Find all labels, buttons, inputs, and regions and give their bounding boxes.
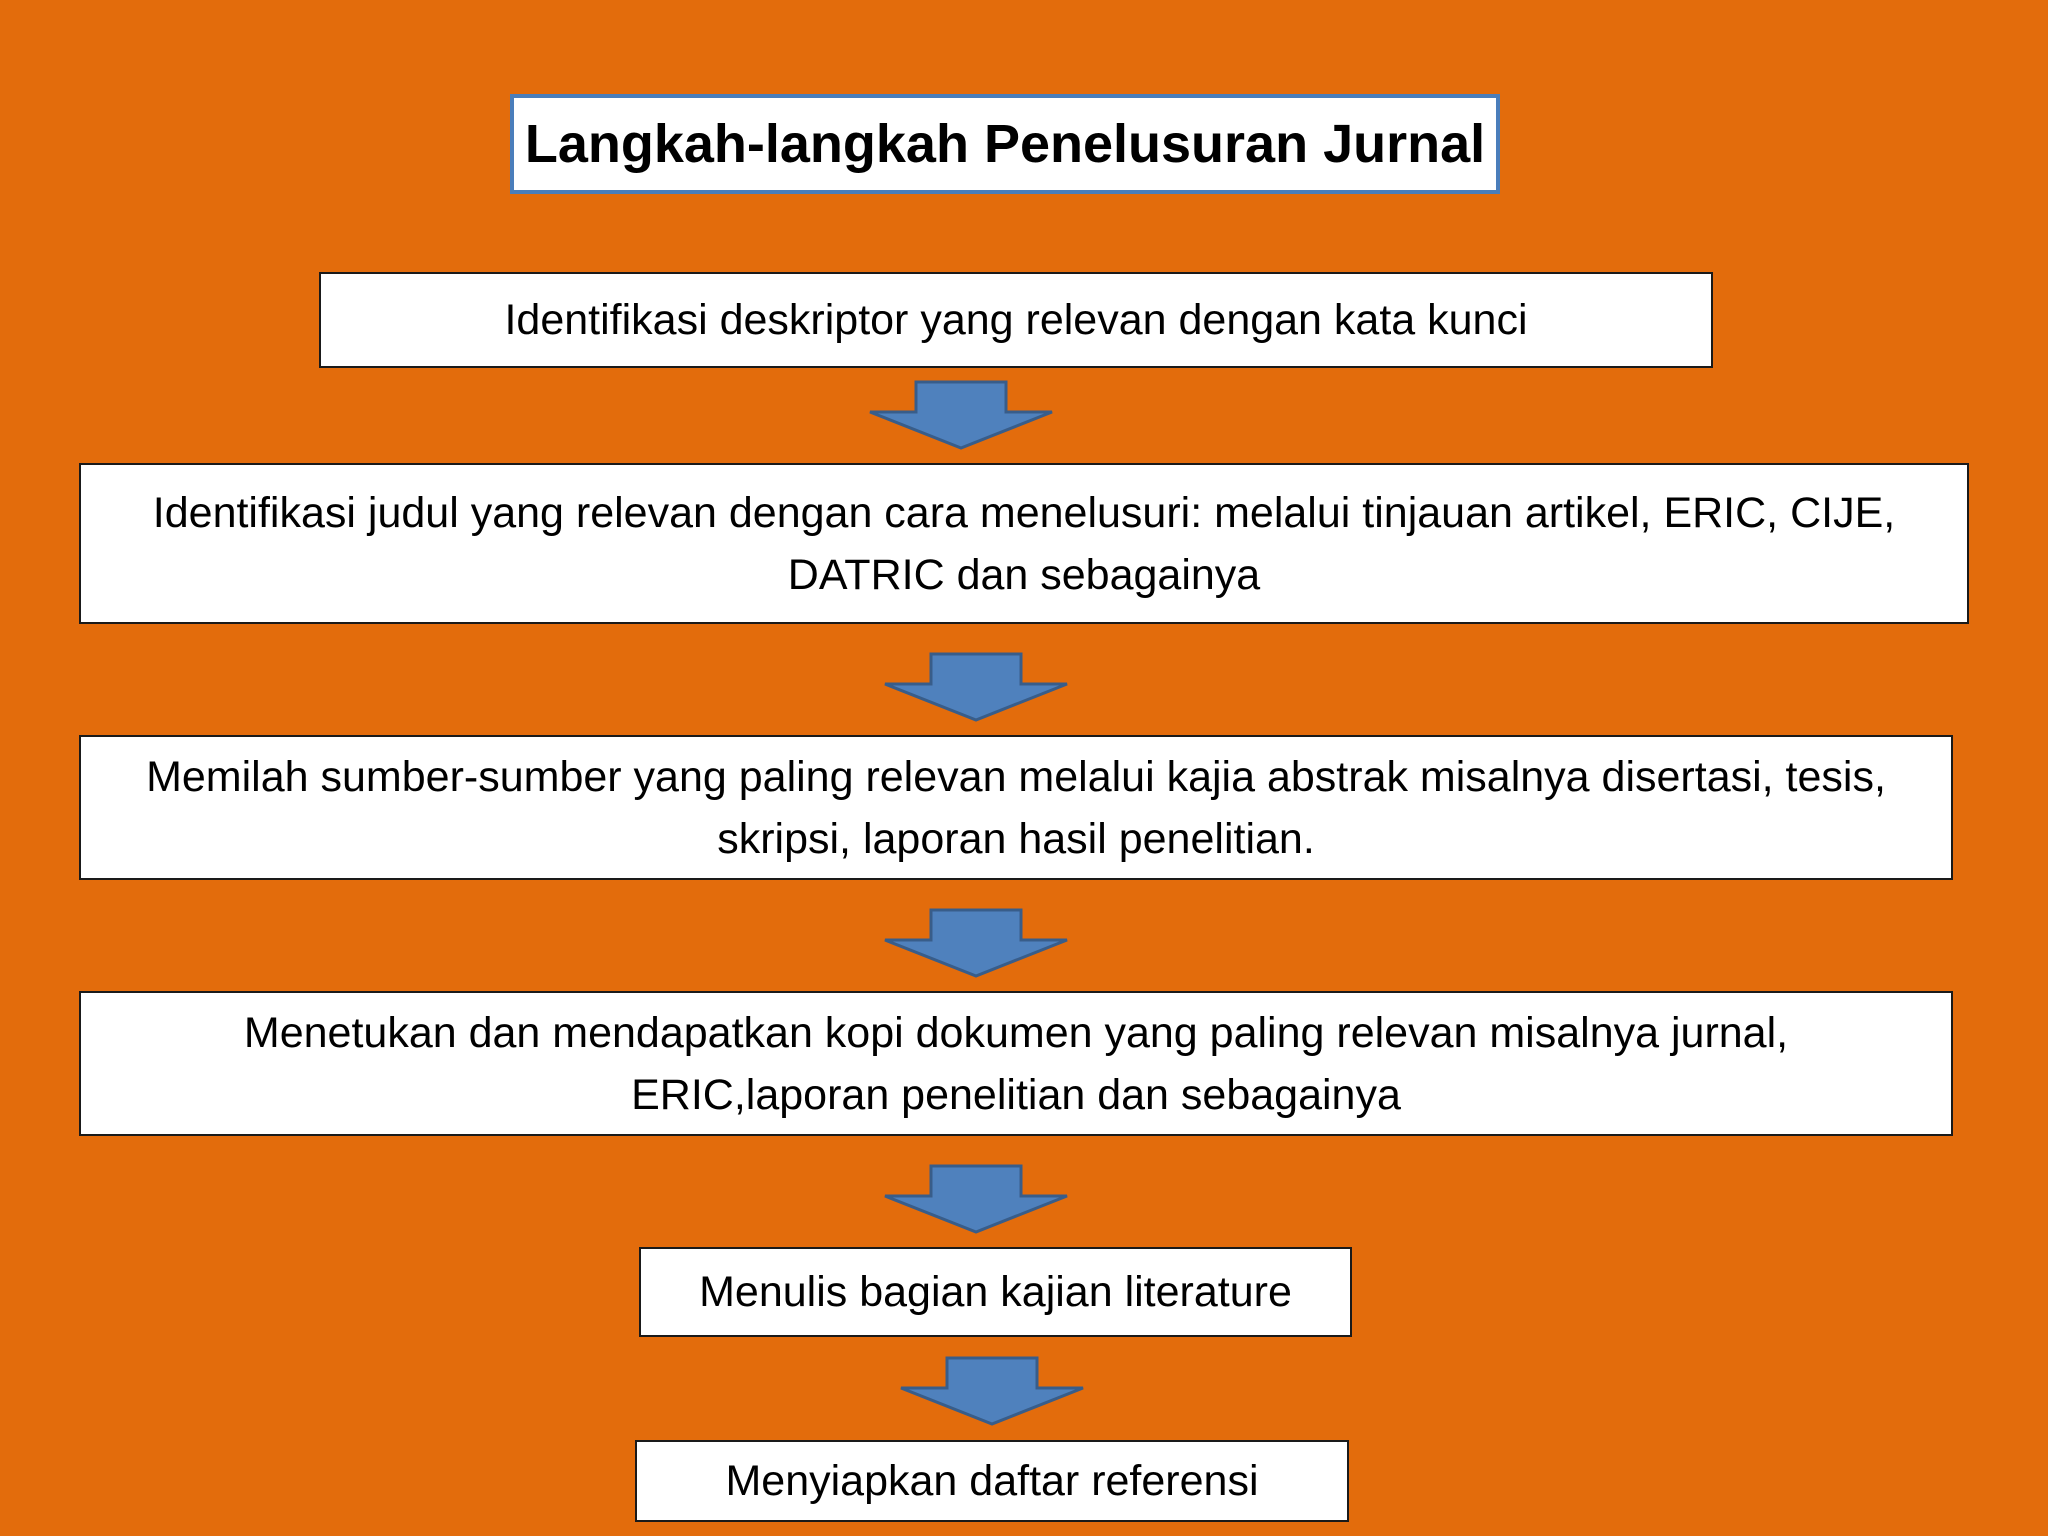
step-text-4: Menetukan dan mendapatkan kopi dokumen yang paling relevan misalnya jurnal, ERIC,laporan penelitian dan sebagainya — [243, 1008, 1789, 1119]
step-box-2 — [79, 463, 1969, 624]
step-text-3: Memilah sumber-sumber yang paling relevan melalui kajia abstrak misalnya disertasi, tesis, skripsi, laporan hasil penelitian. — [146, 752, 1886, 863]
down-arrow-icon — [866, 380, 1056, 450]
step-box-3 — [79, 735, 1953, 880]
step-box-5 — [639, 1247, 1352, 1337]
step-box-1 — [319, 272, 1713, 368]
step-text-2: Identifikasi judul yang relevan dengan cara menelusuri: melalui tinjauan artikel, ERIC, CIJE, DATRIC dan sebagainya — [152, 488, 1896, 599]
step-text-5: Menulis bagian kajian literature — [699, 1268, 1292, 1316]
step-text-1: Identifikasi deskriptor yang relevan dengan kata kunci — [504, 296, 1528, 344]
step-box-4 — [79, 991, 1953, 1136]
down-arrow-icon — [881, 908, 1071, 978]
down-arrow-icon — [881, 1164, 1071, 1234]
down-arrow-icon — [881, 652, 1071, 722]
title-box — [510, 94, 1500, 194]
page-title: Langkah-langkah Penelusuran Jurnal — [524, 114, 1486, 174]
down-arrow-icon — [897, 1356, 1087, 1426]
step-text-6: Menyiapkan daftar referensi — [725, 1457, 1259, 1505]
step-box-6 — [635, 1440, 1349, 1522]
